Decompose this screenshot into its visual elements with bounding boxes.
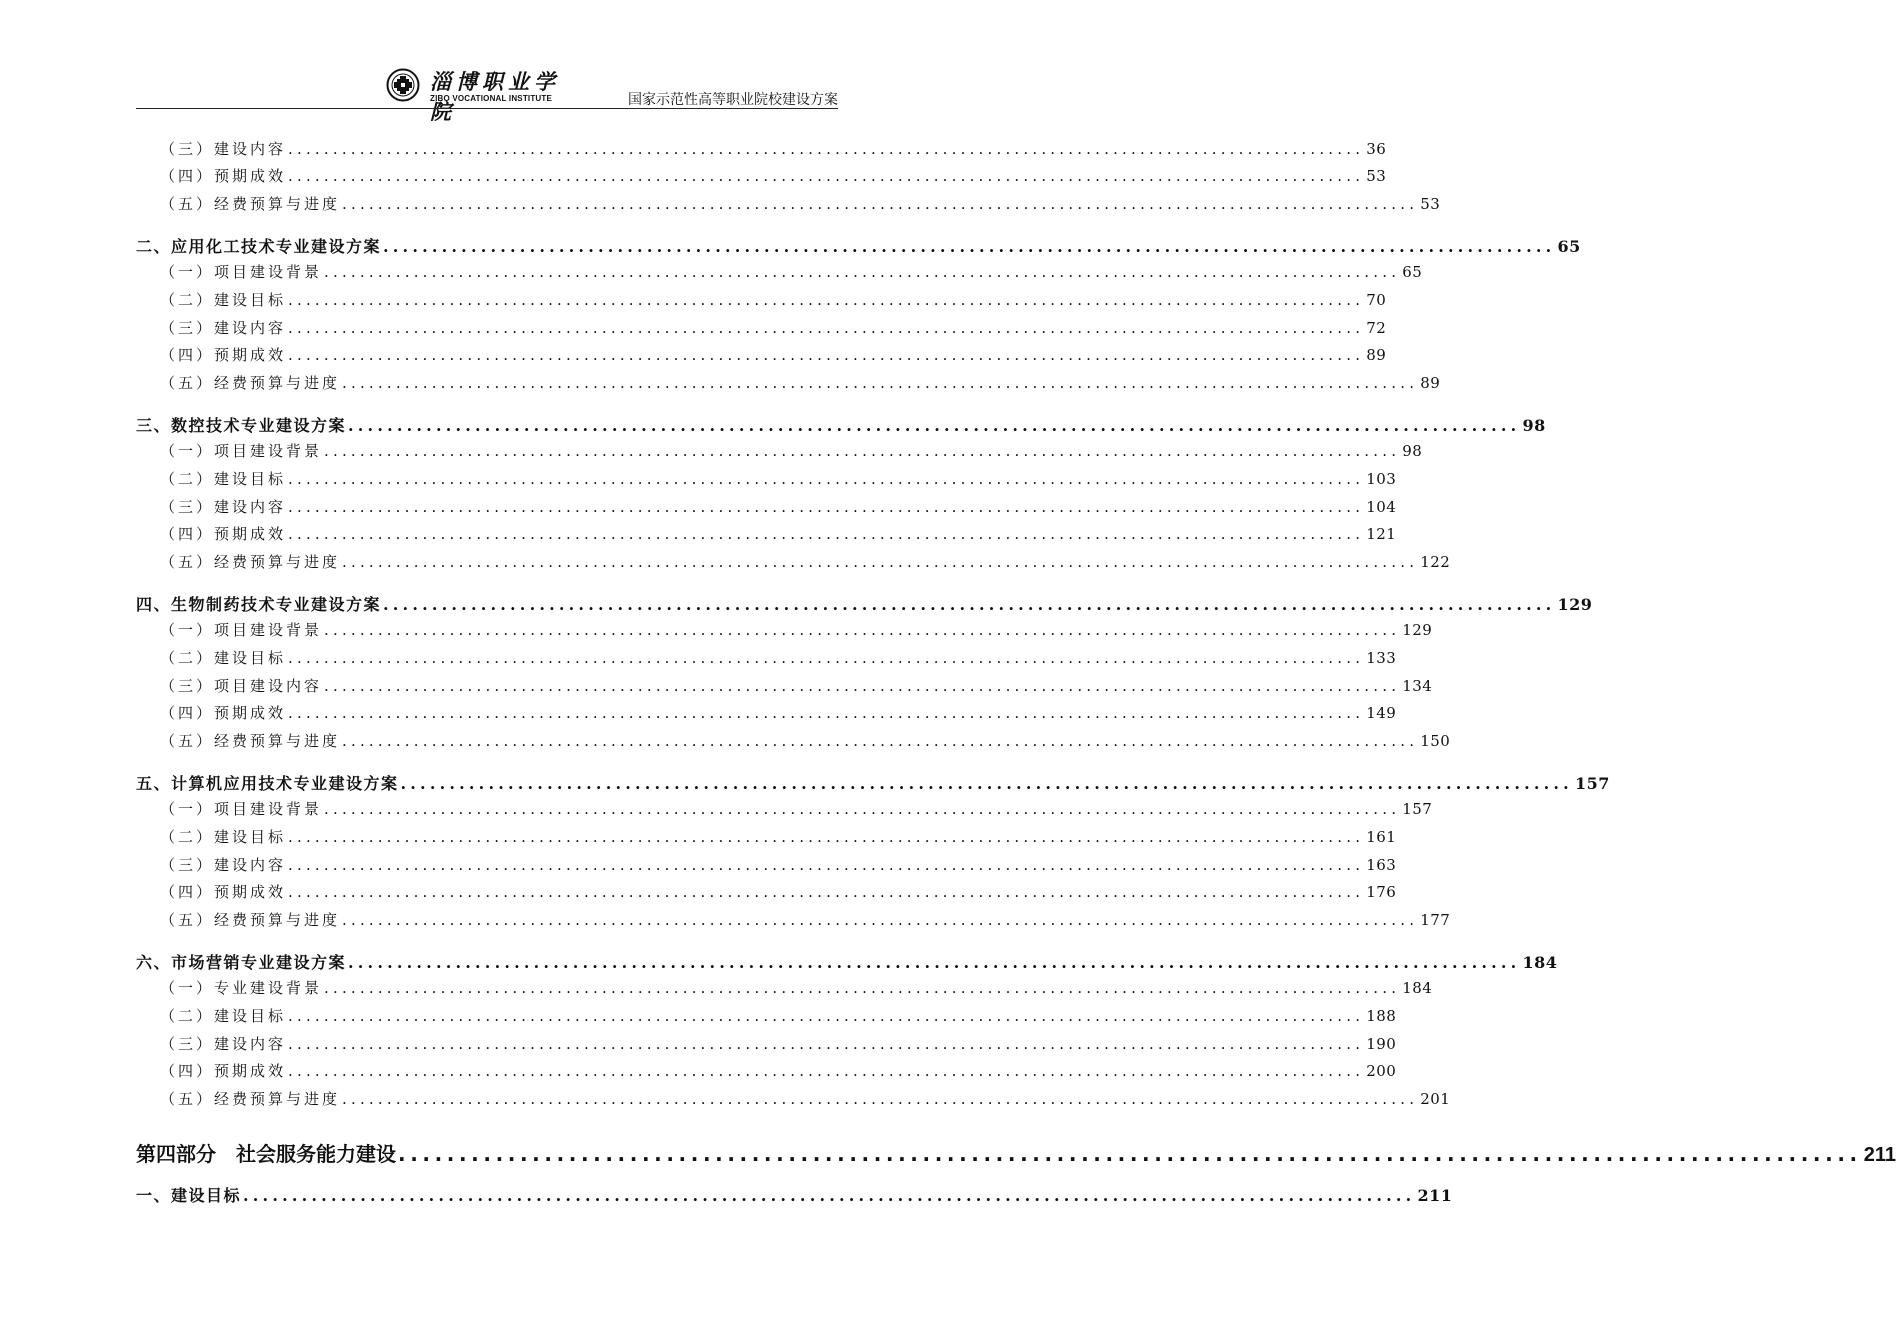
toc-entry-title: （一）项目建设背景 <box>160 263 323 281</box>
toc-entry-title: （五）经费预算与进度 <box>160 911 341 929</box>
toc-entry[interactable] <box>160 261 1423 282</box>
toc-entry[interactable] <box>160 165 1387 186</box>
toc-page-number: 129 <box>1402 621 1433 639</box>
toc-entry[interactable] <box>136 950 1558 973</box>
toc-entry-title: 五、计算机应用技术专业建设方案 <box>136 774 399 793</box>
toc-page-number: 201 <box>1420 1090 1451 1108</box>
toc-page-number: 122 <box>1420 553 1451 571</box>
dot-leader: ........................................................................................................................ <box>288 470 1365 488</box>
dot-leader: ........................................................................................................................ <box>288 1035 1365 1053</box>
toc-entry[interactable] <box>136 1183 1453 1206</box>
toc-page-number: 36 <box>1366 140 1387 158</box>
toc-page-number: 163 <box>1366 856 1397 874</box>
dot-leader: ........................................................................................................................ <box>288 291 1365 309</box>
toc-page-number: 188 <box>1366 1007 1397 1025</box>
toc-entry-title: （四）预期成效 <box>160 167 287 185</box>
toc-entry-title: （一）专业建设背景 <box>160 979 323 997</box>
toc-entry[interactable] <box>160 289 1387 310</box>
dot-leader: ........................................................................................................................ <box>324 800 1401 818</box>
toc-page-number: 200 <box>1366 1062 1397 1080</box>
toc-entry[interactable] <box>160 647 1397 668</box>
dot-leader: ........................................................................................................................ <box>288 883 1365 901</box>
dot-leader: ........................................................................................................................ <box>288 649 1365 667</box>
dot-leader: ........................................................................................................................ <box>398 1142 1862 1166</box>
toc-entry[interactable] <box>160 702 1397 723</box>
page-header <box>136 62 838 124</box>
toc-entry-title: （二）建设目标 <box>160 470 287 488</box>
toc-entry[interactable] <box>160 468 1397 489</box>
toc-entry[interactable] <box>160 372 1441 393</box>
toc-page-number: 89 <box>1366 346 1387 364</box>
toc-entry-title: （三）建设内容 <box>160 498 287 516</box>
toc-page-number: 98 <box>1402 442 1423 460</box>
toc-page-number: 184 <box>1402 979 1433 997</box>
toc-entry[interactable] <box>160 881 1397 902</box>
dot-leader: ........................................................................................................................ <box>324 677 1401 695</box>
dot-leader: ........................................................................................................................ <box>288 704 1365 722</box>
dot-leader: ........................................................................................................................ <box>383 595 1556 614</box>
toc-entry-title: （四）预期成效 <box>160 704 287 722</box>
toc-entry-title: （三）项目建设内容 <box>160 677 323 695</box>
dot-leader: ........................................................................................................................ <box>288 167 1365 185</box>
toc-page-number: 65 <box>1557 237 1581 256</box>
toc-page-number: 133 <box>1366 649 1397 667</box>
toc-page-number: 89 <box>1420 374 1441 392</box>
toc-entry-title: （五）经费预算与进度 <box>160 374 341 392</box>
toc-entry[interactable] <box>160 1060 1397 1081</box>
toc-page-number: 98 <box>1522 416 1546 435</box>
toc-page-number: 129 <box>1557 595 1593 614</box>
dot-leader: ........................................................................................................................ <box>342 732 1419 750</box>
dot-leader: ........................................................................................................................ <box>348 953 1521 972</box>
dot-leader: ........................................................................................................................ <box>324 442 1401 460</box>
toc-entry-title: （五）经费预算与进度 <box>160 1090 341 1108</box>
toc-entry-title: （一）项目建设背景 <box>160 442 323 460</box>
dot-leader: ........................................................................................................................ <box>288 856 1365 874</box>
seal-icon <box>386 68 420 102</box>
toc-entry[interactable] <box>136 413 1546 436</box>
toc-entry[interactable] <box>160 909 1451 930</box>
toc-page-number: 103 <box>1366 470 1397 488</box>
dot-leader: ........................................................................................................................ <box>342 553 1419 571</box>
toc-entry-title: 二、应用化工技术专业建设方案 <box>136 237 382 256</box>
toc-entry-title: 第四部分 社会服务能力建设 <box>136 1142 396 1166</box>
toc-entry-title: （四）预期成效 <box>160 883 287 901</box>
dot-leader: ........................................................................................................................ <box>342 195 1419 213</box>
toc-page-number: 211 <box>1863 1144 1896 1166</box>
dot-leader: ........................................................................................................................ <box>324 263 1401 281</box>
dot-leader: ........................................................................................................................ <box>342 1090 1419 1108</box>
toc-entry-title: （二）建设目标 <box>160 291 287 309</box>
dot-leader: ........................................................................................................................ <box>288 828 1365 846</box>
toc-entry[interactable] <box>160 1005 1397 1026</box>
dot-leader: ........................................................................................................................ <box>400 774 1573 793</box>
toc-entry-title: （三）建设内容 <box>160 856 287 874</box>
toc-entry[interactable] <box>160 826 1397 847</box>
toc-page-number: 72 <box>1366 319 1387 337</box>
dot-leader: ........................................................................................................................ <box>288 319 1365 337</box>
toc-entry[interactable] <box>160 440 1423 461</box>
toc-page-number: 211 <box>1417 1186 1453 1205</box>
toc-entry[interactable] <box>160 138 1387 159</box>
toc-page-number: 104 <box>1366 498 1397 516</box>
toc-entry-title: 三、数控技术专业建设方案 <box>136 416 347 435</box>
toc-entry[interactable] <box>160 193 1441 214</box>
toc-entry-title: （四）预期成效 <box>160 346 287 364</box>
toc-page-number: 161 <box>1366 828 1397 846</box>
toc-page-number: 70 <box>1366 291 1387 309</box>
institute-logo <box>386 66 566 124</box>
toc-entry-title: （三）建设内容 <box>160 140 287 158</box>
logo-chinese-name: 淄博职业学院 <box>430 69 560 124</box>
toc-page-number: 157 <box>1402 800 1433 818</box>
dot-leader: ........................................................................................................................ <box>243 1186 1416 1205</box>
toc-entry[interactable] <box>160 344 1387 365</box>
header-divider <box>136 108 838 109</box>
toc-entry-title: （二）建设目标 <box>160 828 287 846</box>
dot-leader: ........................................................................................................................ <box>288 140 1365 158</box>
toc-entry[interactable] <box>136 1138 1896 1167</box>
toc-entry-title: 四、生物制药技术专业建设方案 <box>136 595 382 614</box>
toc-page-number: 177 <box>1420 911 1451 929</box>
toc-entry[interactable] <box>136 234 1581 257</box>
toc-page-number: 134 <box>1402 677 1433 695</box>
dot-leader: ........................................................................................................................ <box>383 237 1556 256</box>
dot-leader: ........................................................................................................................ <box>342 374 1419 392</box>
toc-entry-title: 一、建设目标 <box>136 1186 242 1205</box>
toc-entry-title: （五）经费预算与进度 <box>160 732 341 750</box>
dot-leader: ........................................................................................................................ <box>288 1007 1365 1025</box>
toc-page-number: 190 <box>1366 1035 1397 1053</box>
dot-leader: ........................................................................................................................ <box>324 621 1401 639</box>
toc-page-number: 121 <box>1366 525 1397 543</box>
toc-entry[interactable] <box>160 977 1433 998</box>
toc-entry-title: （三）建设内容 <box>160 319 287 337</box>
document-title: 国家示范性高等职业院校建设方案 <box>628 92 838 108</box>
toc-entry-title: （一）项目建设背景 <box>160 800 323 818</box>
toc-entry[interactable] <box>136 771 1610 794</box>
dot-leader: ........................................................................................................................ <box>342 911 1419 929</box>
toc-page-number: 53 <box>1420 195 1441 213</box>
dot-leader: ........................................................................................................................ <box>288 525 1365 543</box>
toc-entry-title: （一）项目建设背景 <box>160 621 323 639</box>
toc-entry[interactable] <box>160 317 1387 338</box>
toc-entry[interactable] <box>160 798 1433 819</box>
dot-leader: ........................................................................................................................ <box>348 416 1521 435</box>
dot-leader: ........................................................................................................................ <box>288 346 1365 364</box>
toc-entry-title: （四）预期成效 <box>160 1062 287 1080</box>
toc-entry[interactable] <box>160 551 1451 572</box>
toc-entry[interactable] <box>136 592 1593 615</box>
toc-entry-title: （二）建设目标 <box>160 1007 287 1025</box>
toc-entry[interactable] <box>160 1088 1451 1109</box>
toc-entry[interactable] <box>160 619 1433 640</box>
toc-page-number: 149 <box>1366 704 1397 722</box>
toc-entry[interactable] <box>160 854 1397 875</box>
toc-entry-title: 六、市场营销专业建设方案 <box>136 953 347 972</box>
toc-page-number: 184 <box>1522 953 1558 972</box>
toc-page-number: 53 <box>1366 167 1387 185</box>
toc-entry-title: （三）建设内容 <box>160 1035 287 1053</box>
toc-entry[interactable] <box>160 496 1397 517</box>
toc-entry[interactable] <box>160 523 1397 544</box>
toc-entry-title: （五）经费预算与进度 <box>160 195 341 213</box>
toc-page-number: 65 <box>1402 263 1423 281</box>
toc-page-number: 176 <box>1366 883 1397 901</box>
toc-entry-title: （二）建设目标 <box>160 649 287 667</box>
toc-entry[interactable] <box>160 675 1433 696</box>
toc-entry-title: （五）经费预算与进度 <box>160 553 341 571</box>
dot-leader: ........................................................................................................................ <box>324 979 1401 997</box>
dot-leader: ........................................................................................................................ <box>288 1062 1365 1080</box>
toc-entry[interactable] <box>160 1033 1397 1054</box>
logo-english-name: ZIBO VOCATIONAL INSTITUTE <box>430 94 553 103</box>
toc-entry[interactable] <box>160 730 1451 751</box>
toc-entry-title: （四）预期成效 <box>160 525 287 543</box>
toc-page-number: 157 <box>1574 774 1610 793</box>
toc-page-number: 150 <box>1420 732 1451 750</box>
dot-leader: ........................................................................................................................ <box>288 498 1365 516</box>
